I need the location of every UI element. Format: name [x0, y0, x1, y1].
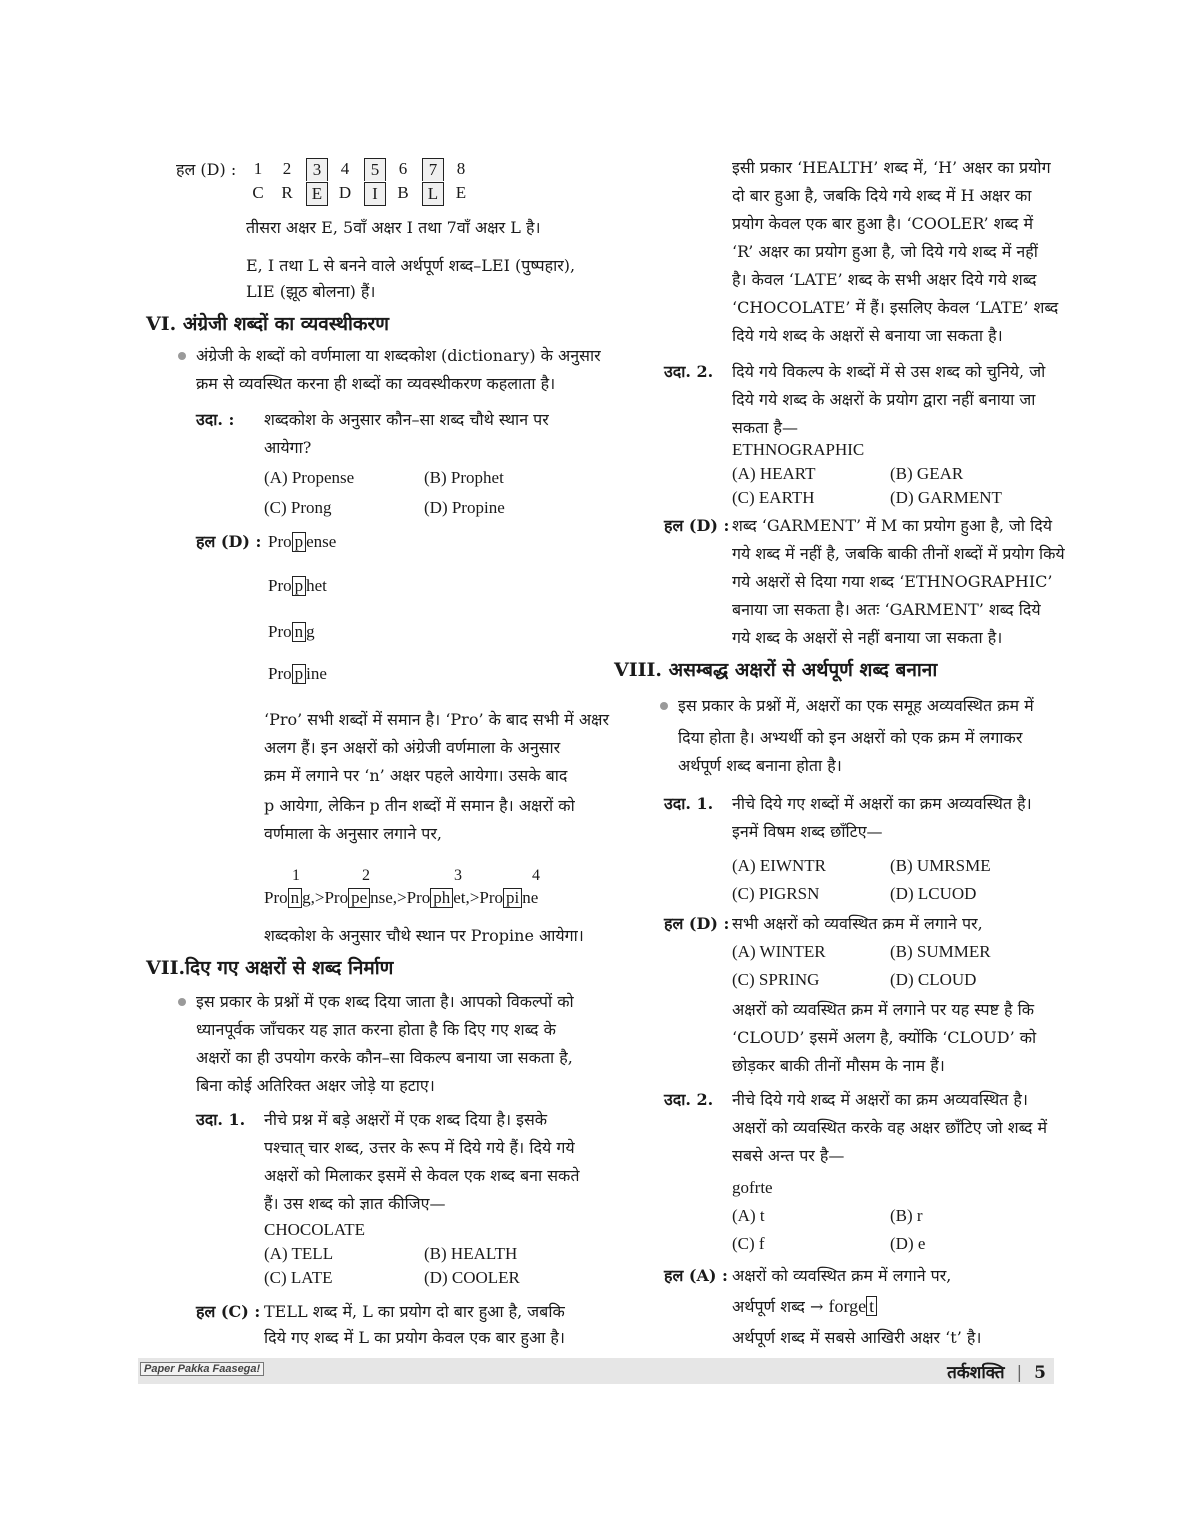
grid-letter: E: [455, 183, 467, 202]
option: (B) SUMMER: [890, 942, 991, 961]
boxed-word: Pro p ense: [268, 532, 337, 551]
continued-text: है। केवल ‘LATE’ शब्द के सभी अक्षर दिये गये शब्द: [732, 270, 1037, 289]
grid-number: 7: [422, 158, 444, 181]
grid-letter: I: [364, 182, 386, 206]
section-heading: VIII. असम्बद्ध अक्षरों से अर्थपूर्ण शब्द बनाना: [614, 659, 938, 681]
continued-text: दिये गये शब्द के अक्षरों से बनाया जा सकता है।: [732, 326, 1003, 345]
continued-text: प्रयोग केवल एक बार हुआ है। ‘COOLER’ शब्द में: [732, 214, 1034, 233]
grid-letter: C: [252, 183, 264, 202]
option: (C) f: [732, 1234, 765, 1253]
solution-text: गये अक्षरों से दिया गया शब्द ‘ETHNOGRAPHIC’: [732, 572, 1053, 591]
grid-letter: D: [338, 183, 352, 202]
bullet-text: अंग्रेजी के शब्दों को वर्णमाला या शब्दकोश (dictionary) के अनुसार: [196, 346, 601, 365]
grid-number: 1: [253, 159, 263, 178]
option: (D) e: [890, 1234, 926, 1253]
solution-text: अर्थपूर्ण शब्द में सबसे आखिरी अक्षर ‘t’ है।: [732, 1328, 982, 1347]
grid-number: 5: [364, 158, 386, 181]
explanation-text: अलग हैं। इन अक्षरों को अंग्रेजी वर्णमाला के अनुसार: [264, 738, 561, 757]
order-number: 1: [292, 867, 300, 884]
explanation-text: अक्षरों को व्यवस्थित क्रम में लगाने पर यह स्पष्ट है कि: [732, 1000, 1035, 1019]
solution-text: अक्षरों को व्यवस्थित क्रम में लगाने पर,: [732, 1266, 952, 1285]
grid-number: 8: [456, 159, 466, 178]
solution-text: E, I तथा L से बनने वाले अर्थपूर्ण शब्द–LEI (पुष्पहार),: [246, 256, 576, 275]
option: (C) EARTH: [732, 488, 815, 507]
option: (A) EIWNTR: [732, 856, 826, 875]
bullet-text: बिना कोई अतिरिक्त अक्षर जोड़े या हटाए।: [196, 1076, 435, 1095]
explanation-text: छोड़कर बाकी तीनों मौसम के नाम हैं।: [732, 1056, 945, 1075]
explanation-text: ‘Pro’ सभी शब्दों में समान है। ‘Pro’ के बाद सभी में अक्षर: [264, 710, 610, 729]
given-word: gofrte: [732, 1178, 773, 1197]
question-text: अक्षरों को व्यवस्थित करके वह अक्षर छाँटिए जो शब्द में: [732, 1118, 1048, 1137]
option: (B) UMRSME: [890, 856, 991, 875]
solution-text: गये शब्द के अक्षरों से नहीं बनाया जा सकता है।: [732, 628, 1003, 647]
grid-number: 3: [306, 158, 328, 181]
given-word: ETHNOGRAPHIC: [732, 440, 865, 459]
question-text: सबसे अन्त पर है—: [732, 1146, 845, 1165]
order-number: 4: [532, 867, 540, 884]
grid-number: 4: [340, 159, 350, 178]
bullet-text: ध्यानपूर्वक जाँचकर यह ज्ञात करना होता है कि दिए गए शब्द के: [196, 1020, 556, 1039]
bullet-icon: [660, 702, 668, 710]
example-label: उदा. 1.: [664, 794, 714, 813]
bullet-text: इस प्रकार के प्रश्नों में, अक्षरों का एक समूह अव्यवस्थित क्रम में: [678, 696, 1034, 715]
page-info: [947, 1360, 1046, 1383]
right-arrow-icon: →: [810, 1297, 824, 1316]
bullet-text: क्रम से व्यवस्थित करना ही शब्दों का व्यवस्थीकरण कहलाता है।: [196, 374, 556, 393]
option: (A) WINTER: [732, 942, 826, 961]
example-label: उदा. :: [196, 410, 235, 429]
bullet-text: अक्षरों का ही उपयोग करके कौन–सा विकल्प बनाया जा सकता है,: [196, 1048, 573, 1067]
continued-text: ‘R’ अक्षर का प्रयोग हुआ है, जो दिये गये शब्द में नहीं: [732, 242, 1038, 261]
order-number: 3: [454, 867, 462, 884]
question-text: अक्षरों को मिलाकर इसमें से केवल एक शब्द बना सकते: [264, 1166, 580, 1185]
grid-letter: L: [422, 182, 444, 206]
subject-name: तर्कशक्ति: [947, 1363, 1005, 1383]
solution-label: हल (A) :: [664, 1266, 728, 1285]
option: (B) GEAR: [890, 464, 964, 483]
question-text: नीचे दिये गए शब्दों में अक्षरों का क्रम अव्यवस्थित है।: [732, 794, 1032, 813]
boxed-word: Pro p ine: [268, 664, 327, 683]
solution-label: हल (D) :: [196, 532, 262, 551]
grid-letter: B: [397, 183, 409, 202]
solution-text: अर्थपूर्ण शब्द: [732, 1297, 805, 1316]
section-heading: VI. अंग्रेजी शब्दों का व्यवस्थीकरण: [146, 313, 389, 335]
boxed-word: Pro n g: [268, 622, 315, 641]
grid-number: 6: [398, 159, 408, 178]
solution-text: सभी अक्षरों को व्यवस्थित क्रम में लगाने पर,: [732, 914, 983, 933]
solution-label: हल (D) :: [664, 516, 730, 535]
option: (D) GARMENT: [890, 488, 1002, 507]
solution-text: शब्द ‘GARMENT’ में M का प्रयोग हुआ है, जो दिये: [732, 516, 1053, 535]
given-word: CHOCOLATE: [264, 1220, 366, 1239]
option: (A) t: [732, 1206, 765, 1225]
example-label: उदा. 2.: [664, 1090, 714, 1109]
solution-text: गये शब्द में नहीं है, जबकि बाकी तीनों शब्दों में प्रयोग किये: [732, 544, 1065, 563]
separator: |: [1016, 1363, 1023, 1383]
bullet-icon: [178, 352, 186, 360]
option: (A) Propense: [264, 468, 355, 487]
grid-number: 2: [282, 159, 292, 178]
solution-text: बनाया जा सकता है। अतः ‘GARMENT’ शब्द दिये: [732, 600, 1041, 619]
question-text: हैं। उस शब्द को ज्ञात कीजिए—: [264, 1194, 446, 1213]
continued-text: ‘CHOCOLATE’ में हैं। इसलिए केवल ‘LATE’ शब्द: [732, 298, 1059, 317]
example-label: उदा. 1.: [196, 1110, 246, 1129]
result-word: forge t: [829, 1296, 878, 1316]
question-text: पश्चात् चार शब्द, उत्तर के रूप में दिये गये हैं। दिये गये: [264, 1138, 575, 1157]
section-heading: VII.दिए गए अक्षरों से शब्द निर्माण: [146, 957, 394, 979]
continued-text: इसी प्रकार ‘HEALTH’ शब्द में, ‘H’ अक्षर का प्रयोग: [732, 158, 1051, 177]
solution-text: LIE (झूठ बोलना) हैं।: [246, 282, 376, 301]
option: (B) r: [890, 1206, 923, 1225]
bullet-text: इस प्रकार के प्रश्नों में एक शब्द दिया जाता है। आपको विकल्पों को: [196, 992, 574, 1011]
question-text: शब्दकोश के अनुसार कौन–सा शब्द चौथे स्थान पर: [264, 410, 549, 429]
option: (A) TELL: [264, 1244, 334, 1263]
explanation-text: p आयेगा, लेकिन p तीन शब्दों में समान है। अक्षरों को: [264, 796, 575, 815]
option: (C) PIGRSN: [732, 884, 820, 903]
question-text: दिये गये शब्द के अक्षरों के प्रयोग द्वारा नहीं बनाया जा: [732, 390, 1036, 409]
grid-letter: R: [281, 183, 293, 202]
ordered-words: Pro n g,>Pro pe nse,>Pro ph et,>Pro pi ne: [264, 888, 539, 907]
grid-letter: E: [306, 182, 328, 206]
order-number: 2: [362, 867, 370, 884]
option: (C) Prong: [264, 498, 332, 517]
brand-logo: Paper Pakka Faasega!: [140, 1362, 264, 1376]
continued-text: दो बार हुआ है, जबकि दिये गये शब्द में H अक्षर का: [732, 186, 1032, 205]
bullet-text: अर्थपूर्ण शब्द बनाना होता है।: [678, 756, 842, 775]
result-text: शब्दकोश के अनुसार चौथे स्थान पर Propine आयेगा।: [264, 926, 584, 945]
page-number: 5: [1034, 1363, 1046, 1383]
option: (B) Prophet: [424, 468, 504, 487]
example-label: उदा. 2.: [664, 362, 714, 381]
explanation-text: ‘CLOUD’ इसमें अलग है, क्योंकि ‘CLOUD’ को: [732, 1028, 1037, 1047]
question-text: नीचे प्रश्न में बड़े अक्षरों में एक शब्द दिया है। इसके: [264, 1110, 548, 1129]
solution-text: TELL शब्द में, L का प्रयोग दो बार हुआ है, जबकि: [264, 1302, 565, 1321]
question-text: नीचे दिये गये शब्द में अक्षरों का क्रम अव्यवस्थित है।: [732, 1090, 1028, 1109]
question-text: दिये गये विकल्प के शब्दों में से उस शब्द को चुनिये, जो: [732, 362, 1046, 381]
option: (D) COOLER: [424, 1268, 520, 1287]
option: (C) LATE: [264, 1268, 333, 1287]
option: (D) CLOUD: [890, 970, 977, 989]
boxed-word: Pro p het: [268, 576, 327, 595]
option: (B) HEALTH: [424, 1244, 518, 1263]
page-footer: [138, 1358, 1054, 1384]
bullet-text: दिया होता है। अभ्यर्थी को इन अक्षरों को एक क्रम में लगाकर: [678, 728, 1023, 747]
solution-label: हल (D) :: [176, 160, 237, 179]
solution-result-line: [732, 1296, 877, 1317]
explanation-text: वर्णमाला के अनुसार लगाने पर,: [264, 824, 443, 843]
option: (D) Propine: [424, 498, 505, 517]
solution-text: दिये गए शब्द में L का प्रयोग केवल एक बार हुआ है।: [264, 1328, 565, 1347]
option: (A) HEART: [732, 464, 816, 483]
explanation-text: क्रम में लगाने पर ‘n’ अक्षर पहले आयेगा। उसके बाद: [264, 766, 568, 785]
bullet-icon: [178, 998, 186, 1006]
question-text: आयेगा?: [264, 438, 312, 457]
option: (C) SPRING: [732, 970, 820, 989]
option: (D) LCUOD: [890, 884, 977, 903]
solution-text: तीसरा अक्षर E, 5वाँ अक्षर I तथा 7वाँ अक्षर L है।: [246, 218, 541, 237]
solution-label: हल (D) :: [664, 914, 730, 933]
solution-label: हल (C) :: [196, 1302, 261, 1321]
question-text: सकता है—: [732, 418, 798, 437]
question-text: इनमें विषम शब्द छाँटिए—: [732, 822, 883, 841]
